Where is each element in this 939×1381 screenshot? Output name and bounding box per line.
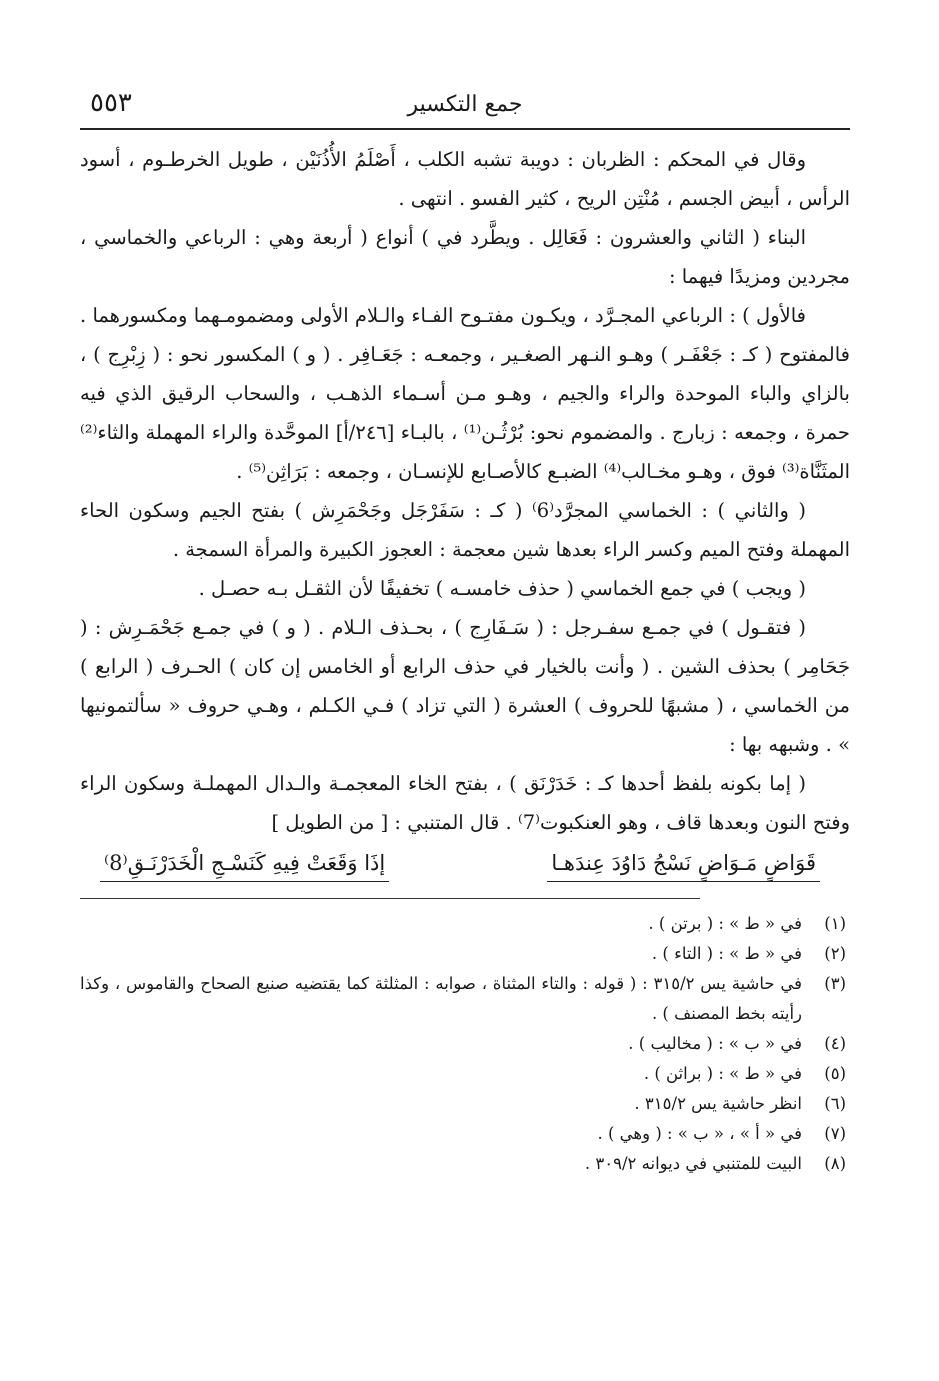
paragraph: وقال في المحكم : الظربان : دويبة تشبه الكلب ، أَصْلَمُ الأُذُنَيْن ، طويل الخرطـوم ، أسود الرأس ، أبيض الجسم ، مُنْتِن الريح ، كثير الفسو . انتهى . [80, 148, 850, 210]
footnote [80, 1029, 846, 1059]
running-title: جمع التكسير [407, 92, 523, 117]
paragraph: فالأول ) : الرباعي المجـرَّد ، ويكـون مفتـوح الفـاء والـلام الأولى ومضمومـهما ومكسورهما . فالمفتوح ( كـ : جَعْفَـر ) وهـو النـهر الصغـير ، وجمعـه : جَعَـافِر . ( و ) المكسور نحو : ( زِبْرِج ) ، بالزاي والباء الموحدة والراء والجيم ، وهـو مـن أسـماء الذهـب ، والسحاب الرقيق الذي فيه حمرة ، وجمعه : زبارج . والمضموم نحو: بُرْثُـن⁽¹⁾ ، بالبـاء [٢٤٦/أ] الموحَّدة والراء المهملة والثاء⁽²⁾ المثَنَّاة⁽³⁾ فوق ، وهـو مخـالب⁽⁴⁾ الضبـع كالأصـابع للإنسـان ، وجمعه : بَرَاثِن⁽⁵⁾ . [80, 304, 850, 483]
footnote-text: في « ب » : ( مخاليب ) . [628, 1034, 802, 1053]
footnote-number: (٥) [824, 1064, 846, 1083]
paragraph: ( والثاني ) : الخماسي المجرَّد⁽6⁾ ( كـ : سَفَرْجَل وجَحْمَرِش ) بفتح الجيم وسكون الحاء المهملة وفتح الميم وكسر الراء بعدها شين معجمة : العجوز الكبيرة والمرأة السمجة . [80, 499, 850, 561]
footnote-divider [80, 898, 700, 899]
footnote-number: (١) [824, 914, 846, 933]
paragraph: البناء ( الثاني والعشرون : فَعَالِل . ويطَّرد في ) أنواع ( أربعة وهي : الرباعي والخماسي ، مجردين ومزيدًا فيهما : [80, 226, 850, 288]
footnote-text: انظر حاشية يس ٣١٥/٢ . [634, 1094, 802, 1113]
footnote [80, 1119, 846, 1149]
footnote-text: في « ط » : ( براثن ) . [643, 1064, 802, 1083]
page-header [80, 80, 850, 130]
footnote-text: في « ط » : ( التاء ) . [651, 944, 802, 963]
verse-first-hemistich: قَوَاضٍ مَـوَاضٍ نَسْجُ دَاوُدَ عِندَهـا [547, 845, 820, 882]
footnote [80, 1149, 846, 1179]
paragraph: ( إما بكونه بلفظ أحدها كـ : خَدَرْنَق ) ، بفتح الخاء المعجمـة والـدال المهملـة وسكون الراء وفتح النون وبعدها قاف ، وهو العنكبوت⁽7⁾ . قال المتنبي : [ من الطويل ] [80, 772, 850, 834]
book-page [80, 80, 850, 1179]
paragraph: ( ويجب ) في جمع الخماسي ( حذف خامسـه ) تخفيفًا لأن الثقـل بـه حصـل . [198, 577, 806, 600]
footnote-number: (٦) [824, 1094, 846, 1113]
footnotes [80, 909, 850, 1179]
paragraph: ( فتقـول ) في جمـع سفـرجل : ( سَـفَارِج ) ، بحـذف الـلام . ( و ) في جمـع جَحْمَـرِش : ( جَحَامِر ) بحذف الشين . ( وأنت بالخيار في حذف الرابع أو الخامس إن كان ) الحـرف ( الرابع ) من الخماسي ، ( مشبهًا للحروف ) العشرة ( التي تزاد ) فـي الكـلم ، وهـي حروف « سألتمونيها » . وشبهه بها : [80, 616, 850, 756]
footnote [80, 1059, 846, 1089]
poetry-verse [100, 842, 820, 882]
verse-second-hemistich: إذَا وَقَعَتْ فِيهِ كَنَسْـجِ الْخَدَرْنَـقِ⁽8⁾ [100, 845, 389, 882]
footnote [80, 1089, 846, 1119]
footnote-number: (٧) [824, 1124, 846, 1143]
footnote [80, 939, 846, 969]
footnote-text: في حاشية يس ٣١٥/٢ : ( قوله : والتاء المثناة ، صوابه : المثلثة كما يقتضيه صنيع الصحاح والقاموس ، وكذا رأيته بخط المصنف ) . [80, 974, 802, 1023]
footnote-number: (٤) [824, 1034, 846, 1053]
footnote-text: في « ط » : ( برتن ) . [648, 914, 802, 933]
footnote [80, 969, 846, 1029]
page-number: ٥٥٣ [90, 88, 132, 118]
footnote-text: البيت للمتنبي في ديوانه ٣٠٩/٢ . [584, 1154, 802, 1173]
footnote [80, 909, 846, 939]
footnote-number: (٣) [824, 974, 846, 993]
footnote-number: (٢) [824, 944, 846, 963]
footnote-number: (٨) [824, 1154, 846, 1173]
main-text [80, 140, 850, 882]
footnote-text: في « أ » ، « ب » : ( وهي ) . [597, 1124, 802, 1143]
